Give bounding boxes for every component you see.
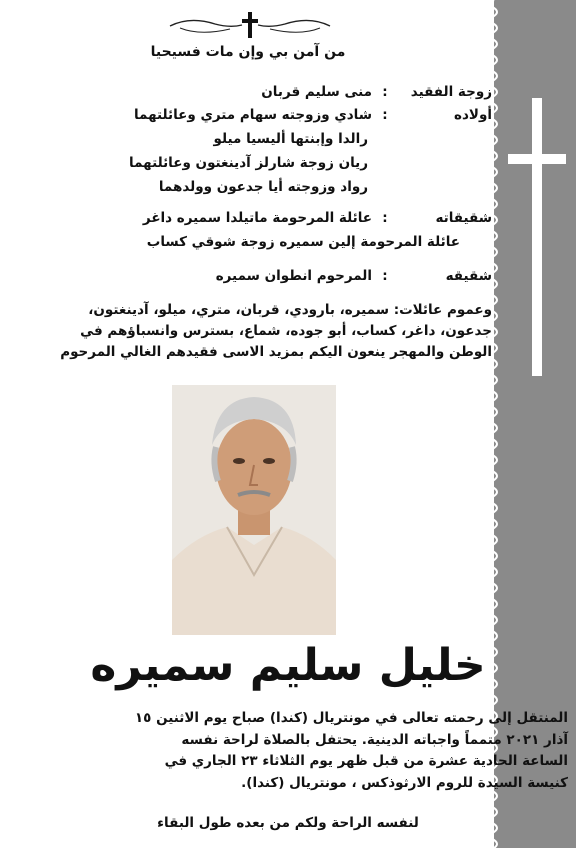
announcement-line: المنتقل إلى رحمته تعالى في مونتريال (كندا) صباح يوم الاثنين ١٥ xyxy=(134,710,568,726)
children-line: رالدا وإبنتها أليسيا ميلو xyxy=(213,131,368,147)
brother-name: المرحوم انطوان سميره xyxy=(215,268,372,284)
relatives-line: جدعون، داغر، كساب، أبو جوده، شماع، بسترس وانسباؤهم في xyxy=(80,323,492,339)
deceased-photo xyxy=(172,385,336,635)
sisters-line: عائلة المرحومة إلين سميره زوجة شوقي كساب xyxy=(146,234,460,250)
children-label: أولاده xyxy=(454,107,492,123)
children-line: ريان زوجة شارلز آدينغتون وعائلتهما xyxy=(129,155,368,171)
children-line: شادي وزوجته سهام متري وعائلتهما xyxy=(133,107,372,123)
children-row: أولاده:شادي وزوجته سهام متري وعائلتهما xyxy=(133,107,492,123)
announcement-line: كنيسة السيدة للروم الارثوذكس ، مونتريال (كندا). xyxy=(241,774,568,791)
sisters-row: شقيقاته:عائلة المرحومة ماتيلدا سميره داغر xyxy=(142,210,492,226)
bible-verse: من آمن بي وإن مات فسيحيا xyxy=(150,44,346,60)
announcement-line: الساعة الحادية عشرة من قبل ظهر يوم الثلاثاء ٢٣ الجاري في xyxy=(164,753,568,769)
announcement-paragraph xyxy=(22,708,568,794)
sisters-label: شقيقاته xyxy=(435,210,492,226)
brother-row: شقيقه:المرحوم انطوان سميره xyxy=(215,268,492,284)
relatives-line: وعموم عائلات: سميره، بارودي، قربان، متري، ميلو، آدينغتون، xyxy=(88,302,492,318)
wife-label: زوجة الفقيد xyxy=(410,84,492,100)
cross-ornament xyxy=(160,10,340,40)
closing-phrase: لنفسه الراحة ولكم من بعده طول البقاء xyxy=(157,815,419,831)
announcement-line: آذار ٢٠٢١ متمماً واجباته الدينية. يحتفل بالصلاة لراحة نفسه xyxy=(181,731,568,748)
wife-row: زوجة الفقيد:منى سليم قربان xyxy=(261,84,492,100)
latin-cross-icon xyxy=(508,98,566,376)
brother-label: شقيقه xyxy=(445,268,492,284)
sisters-line: عائلة المرحومة ماتيلدا سميره داغر xyxy=(142,210,372,226)
deceased-name: خليل سليم سميره xyxy=(90,640,486,691)
relatives-line: الوطن والمهجر ينعون اليكم بمزيد الاسى فقيدهم الغالي المرحوم xyxy=(60,344,492,360)
relatives-paragraph xyxy=(16,300,492,363)
children-line: رواد وزوجته أيا جدعون وولدهما xyxy=(158,179,368,195)
wife-name: منى سليم قربان xyxy=(261,84,372,100)
